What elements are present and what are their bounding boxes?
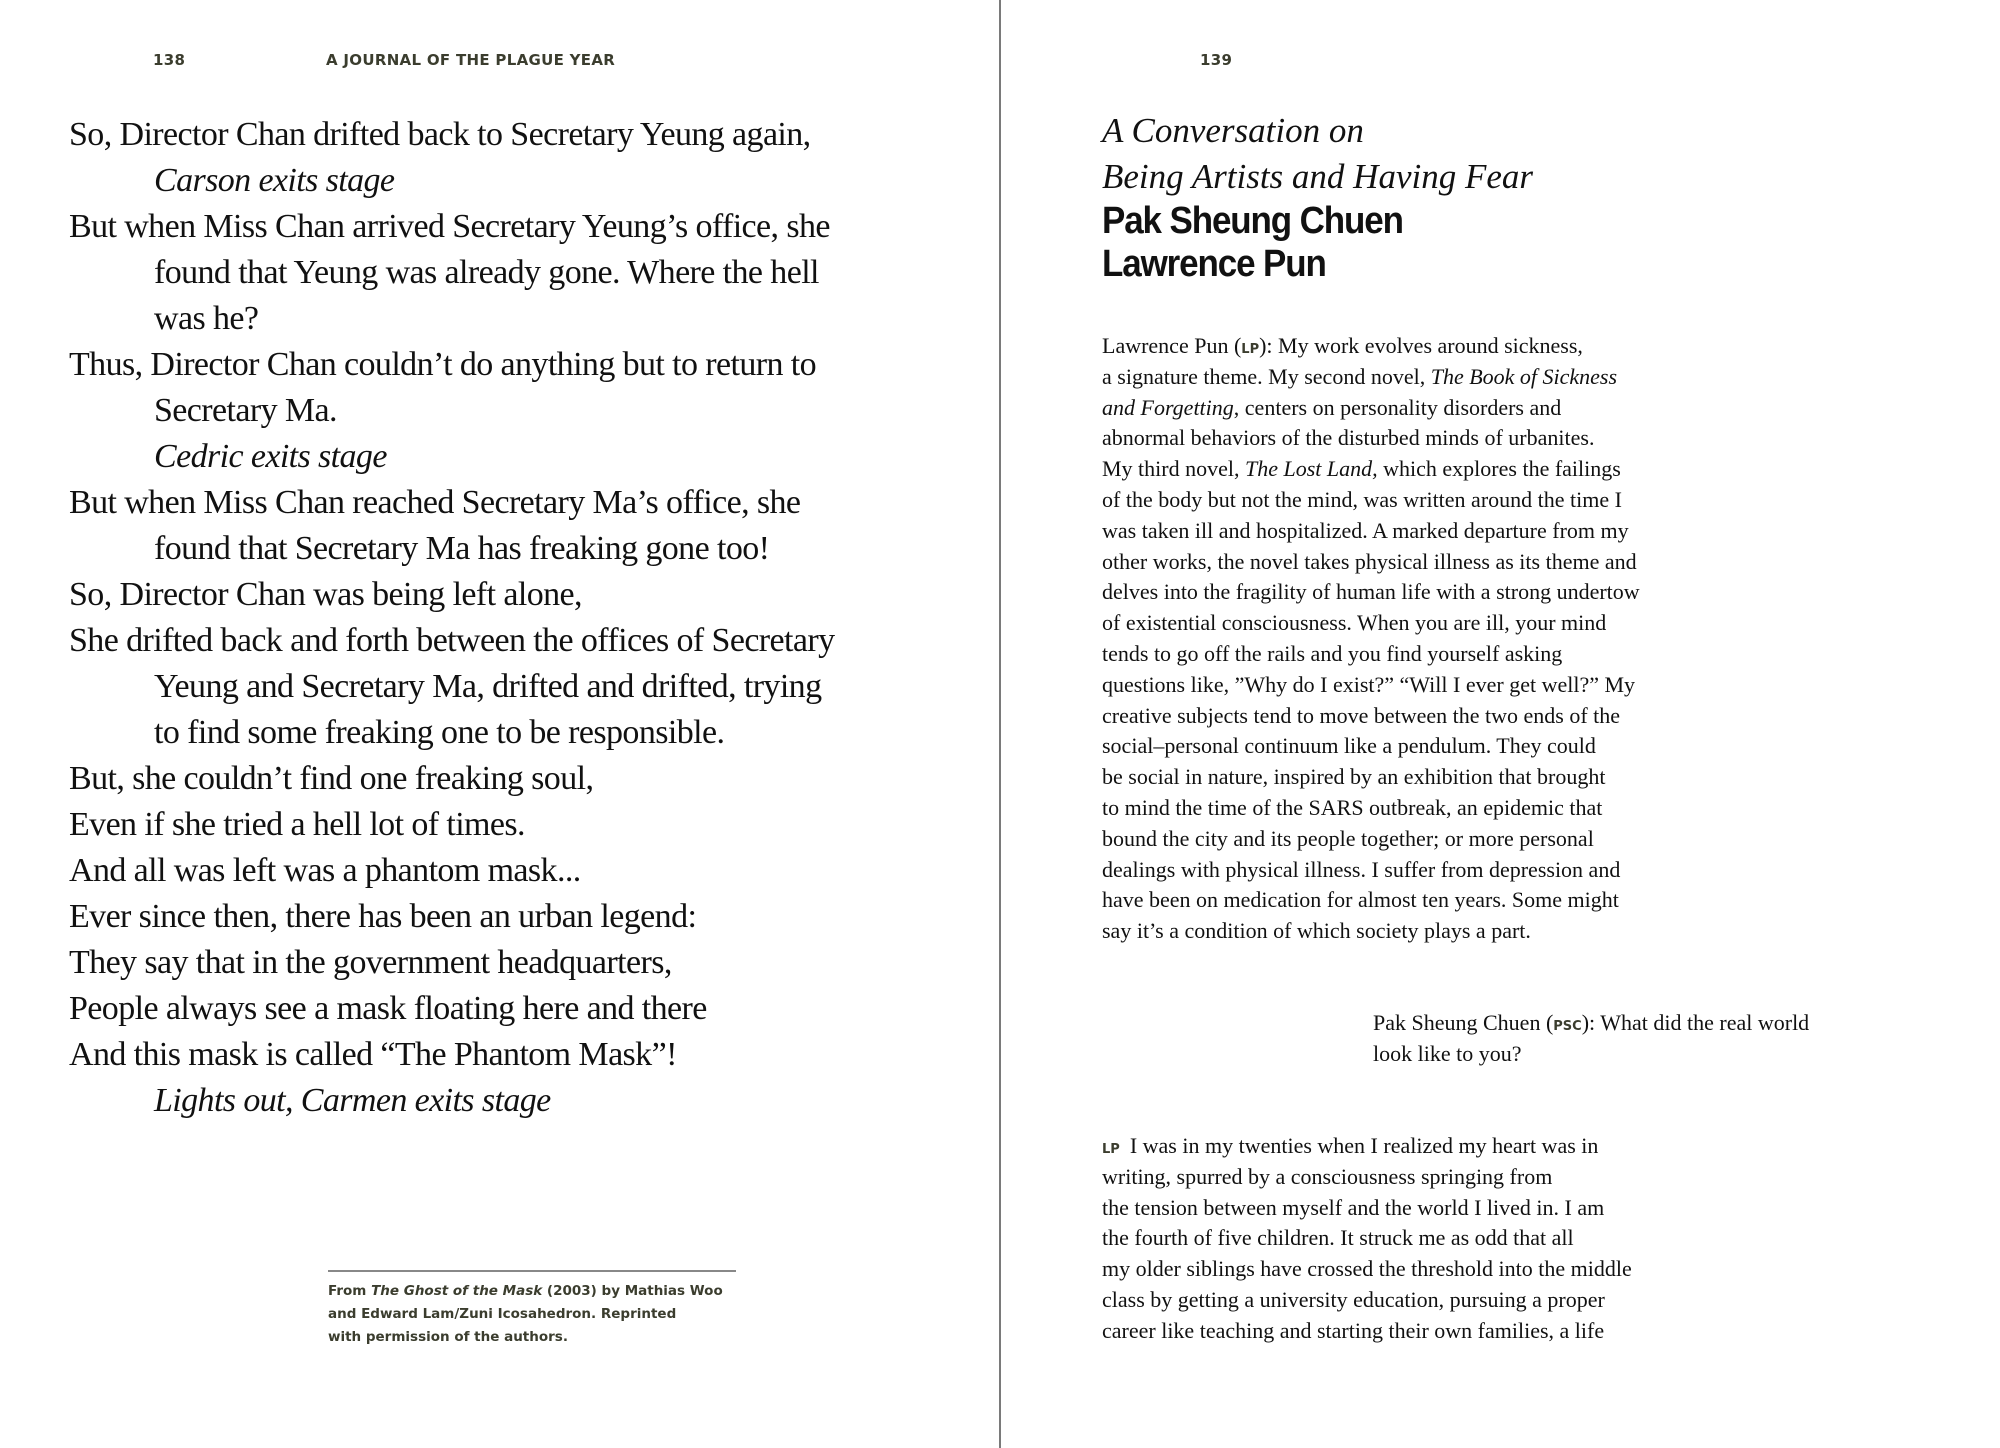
line-text: dealings with physical illness. I suffer from depression and xyxy=(1102,856,1621,882)
line-text: class by getting a university education, pursuing a proper xyxy=(1102,1286,1605,1312)
page-number-left: 138 xyxy=(153,51,186,69)
line-text: career like teaching and starting their own families, a life xyxy=(1102,1317,1605,1343)
author-2: Lawrence Pun xyxy=(1102,243,1326,285)
book-title: The Book of Sickness xyxy=(1430,363,1618,389)
authors xyxy=(1102,200,1403,286)
running-head: A JOURNAL OF THE PLAGUE YEAR xyxy=(326,51,616,69)
stage-direction: Lights out, Carmen exits stage xyxy=(154,1082,551,1119)
footnote-title: The Ghost of the Mask xyxy=(371,1283,543,1299)
page-number-right: 139 xyxy=(1200,51,1233,69)
verse-line: Yeung and Secretary Ma, drifted and drifted, trying xyxy=(154,668,822,705)
footnote-line1-rest: (2003) by Mathias Woo xyxy=(542,1283,723,1299)
line-text: questions like, ”Why do I exist?” “Will I ever get well?” My xyxy=(1102,671,1636,697)
speaker-name: Lawrence Pun xyxy=(1102,333,1234,358)
book-title: and Forgetting xyxy=(1102,394,1234,420)
line-text: to mind the time of the SARS outbreak, an epidemic that xyxy=(1102,794,1603,820)
footnote-line3: with permission of the authors. xyxy=(328,1329,568,1345)
line-text: say it’s a condition of which society plays a part. xyxy=(1102,918,1531,944)
line-text: writing, spurred by a consciousness springing from xyxy=(1102,1163,1553,1189)
title-line-2: Being Artists and Having Fear xyxy=(1102,157,1533,196)
line-text: have been on medication for almost ten years. Some might xyxy=(1102,887,1619,913)
verse-line: found that Yeung was already gone. Where the hell xyxy=(154,254,819,291)
stage-direction: Carson exits stage xyxy=(154,162,395,199)
speaker-abbr: PSC xyxy=(1553,1019,1582,1034)
book-gutter xyxy=(999,0,1001,1448)
line-text: bound the city and its people together; or more personal xyxy=(1102,825,1594,851)
speaker-name: Pak Sheung Chuen xyxy=(1373,1010,1546,1035)
line-text: my older siblings have crossed the threshold into the middle xyxy=(1102,1256,1632,1282)
line-text: social–personal continuum like a pendulum. They could xyxy=(1102,733,1596,759)
line-text: was taken ill and hospitalized. A marked departure from my xyxy=(1102,517,1629,543)
play-text xyxy=(69,112,969,1124)
line-text: ): My work evolves around sickness, xyxy=(1259,333,1583,358)
speaker-abbr: LP xyxy=(1241,342,1260,357)
verse-line: But, she couldn’t find one freaking soul, xyxy=(69,760,594,797)
title-line-1: A Conversation on xyxy=(1102,111,1364,150)
verse-line: So, Director Chan was being left alone, xyxy=(69,576,582,613)
speaker-abbr: LP xyxy=(1102,1142,1120,1157)
line-text: , centers on personality disorders and xyxy=(1233,394,1562,420)
line-text: ): What did the real world xyxy=(1581,1010,1810,1035)
footnote-rule xyxy=(328,1270,736,1272)
verse-line: She drifted back and forth between the offices of Secretary xyxy=(69,622,835,659)
verse-line: They say that in the government headquarters, xyxy=(69,944,672,981)
line-text: of the body but not the mind, was written around the time I xyxy=(1102,486,1622,512)
line-text: abnormal behaviors of the disturbed minds of urbanites. xyxy=(1102,425,1595,451)
line-text: tends to go off the rails and you find yourself asking xyxy=(1102,640,1563,666)
verse-line: Secretary Ma. xyxy=(154,392,337,429)
answer-paragraph-1 xyxy=(1102,331,1640,947)
verse-line: But when Miss Chan reached Secretary Ma’s office, she xyxy=(69,484,801,521)
verse-line: Even if she tried a hell lot of times. xyxy=(69,806,525,843)
paren-open: ( xyxy=(1545,1010,1554,1035)
line-text: be social in nature, inspired by an exhibition that brought xyxy=(1102,764,1606,790)
line-text: of existential consciousness. When you are ill, your mind xyxy=(1102,610,1607,636)
article-title xyxy=(1102,108,1533,200)
footnote-line2: and Edward Lam/Zuni Icosahedron. Reprinted xyxy=(328,1306,677,1322)
line-text: a signature theme. My second novel, xyxy=(1102,363,1431,389)
verse-line: And all was left was a phantom mask... xyxy=(69,852,581,889)
line-text: which explores the failings xyxy=(1377,456,1621,482)
line-text: look like to you? xyxy=(1373,1040,1522,1066)
line-text: other works, the novel takes physical illness as its theme and xyxy=(1102,548,1637,574)
footnote-prefix: From xyxy=(328,1283,372,1299)
author-1: Pak Sheung Chuen xyxy=(1102,200,1403,242)
stage-direction: Cedric exits stage xyxy=(154,438,387,475)
verse-line: People always see a mask floating here and there xyxy=(69,990,707,1027)
line-text: delves into the fragility of human life with a strong undertow xyxy=(1102,579,1640,605)
line-text: creative subjects tend to move between the two ends of the xyxy=(1102,702,1621,728)
verse-line: And this mask is called “The Phantom Mask”! xyxy=(69,1036,677,1073)
verse-line: But when Miss Chan arrived Secretary Yeung’s office, she xyxy=(69,208,830,245)
question-paragraph xyxy=(1373,1008,1809,1070)
verse-line: to find some freaking one to be responsible. xyxy=(154,714,725,751)
line-text: My third novel, xyxy=(1102,456,1245,482)
line-text: the tension between myself and the world I lived in. I am xyxy=(1102,1194,1605,1220)
footnote xyxy=(328,1280,748,1349)
line-text: I was in my twenties when I realized my heart was in xyxy=(1129,1133,1599,1158)
verse-line: found that Secretary Ma has freaking gone too! xyxy=(154,530,770,567)
verse-line: Thus, Director Chan couldn’t do anything but to return to xyxy=(69,346,817,383)
paren-open: ( xyxy=(1233,333,1242,358)
line-text: the fourth of five children. It struck me as odd that all xyxy=(1102,1225,1574,1251)
verse-line: So, Director Chan drifted back to Secretary Yeung again, xyxy=(69,116,811,153)
book-title: The Lost Land, xyxy=(1245,456,1378,482)
verse-line: Ever since then, there has been an urban legend: xyxy=(69,898,697,935)
verse-line: was he? xyxy=(154,300,259,337)
answer-paragraph-2 xyxy=(1102,1131,1632,1347)
